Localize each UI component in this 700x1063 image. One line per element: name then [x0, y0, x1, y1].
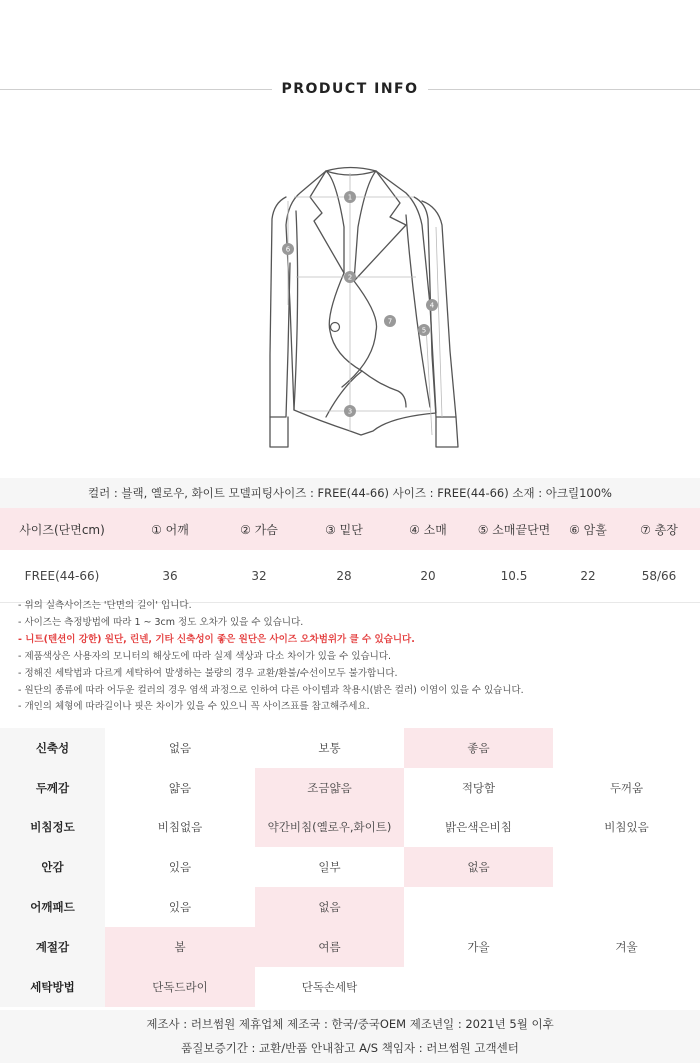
feel-option: 일부 — [318, 860, 341, 875]
feel-option: 두꺼움 — [609, 780, 644, 795]
feel-option: 단독손세탁 — [301, 979, 358, 994]
feel-option-selected: 단독드라이 — [105, 967, 255, 1007]
table-row — [0, 768, 700, 808]
feel-option-selected: 봄 — [105, 927, 255, 967]
feel-option-selected: 없음 — [404, 847, 553, 887]
note-item: - 개인의 체형에 따라길이나 핏은 차이가 있을 수 있으니 꼭 사이즈표를 참고해주세요. — [18, 701, 370, 713]
table-row — [0, 927, 700, 967]
note-item-warning: - 니트(텐션이 강한) 원단, 린넨, 기타 신축성이 좋은 원단은 사이즈 오차범위가 클 수 있습니다. — [18, 633, 415, 645]
feel-option: 밝은색은비침 — [445, 820, 512, 835]
feel-option: 겨울 — [615, 939, 638, 954]
note-item: - 원단의 종류에 따라 어두운 컬러의 경우 염색 과정으로 인하여 다른 아이템과 착용시(밝은 컬러) 이염이 있을 수 있습니다. — [18, 684, 524, 696]
feel-row-label: 세탁방법 — [0, 967, 105, 1007]
jacket-button-icon — [331, 323, 340, 332]
svg-text:1: 1 — [347, 193, 353, 202]
feel-row-label: 계절감 — [0, 927, 105, 967]
spec-summary: 컬러 : 블랙, 옐로우, 화이트 모델피팅사이즈 : FREE(44-66) 사이즈 : FREE(44-66) 소재 : 아크릴100% — [0, 478, 700, 508]
feel-option: 적당함 — [461, 780, 496, 795]
feel-option: 가을 — [467, 939, 490, 954]
table-row — [0, 887, 700, 927]
feel-option: 비침있음 — [604, 820, 649, 835]
marker-7 — [384, 315, 396, 327]
feel-option — [553, 887, 700, 927]
feel-option-selected: 좋음 — [404, 728, 553, 768]
feel-row-label: 비침정도 — [0, 808, 105, 848]
size-table-header — [0, 508, 700, 550]
size-header-chest: ② 가슴 — [216, 508, 302, 550]
feel-option: 없음 — [168, 740, 192, 755]
note-item: - 위의 실측사이즈는 '단면의 길이' 입니다. — [18, 600, 192, 611]
size-header-sleeve: ④ 소매 — [386, 508, 470, 550]
feel-option: 있음 — [168, 860, 192, 875]
size-header-armhole: ⑥ 암홀 — [558, 508, 618, 550]
feel-option-selected: 약간비침(옐로우,화이트) — [255, 808, 404, 848]
table-row — [0, 728, 700, 768]
marker-1 — [344, 191, 356, 203]
section-title: PRODUCT INFO — [281, 81, 419, 97]
marker-3 — [344, 405, 356, 417]
section-header — [0, 76, 700, 102]
svg-text:5: 5 — [421, 326, 427, 335]
feel-row-label: 안감 — [0, 847, 105, 887]
table-row — [0, 847, 700, 887]
size-header-sleeve-end: ⑤ 소매끝단면 — [470, 508, 558, 550]
size-header-length: ⑦ 총장 — [618, 508, 700, 550]
note-item: - 제품색상은 사용자의 모니터의 해상도에 따라 실제 색상과 다소 차이가 있을 수 있습니다. — [18, 650, 392, 662]
marker-5 — [418, 324, 430, 336]
svg-text:4: 4 — [429, 301, 435, 310]
table-row — [0, 967, 700, 1007]
header-divider-right — [428, 89, 700, 90]
size-cell: 10.5 — [470, 550, 558, 603]
feel-option: 얇음 — [168, 780, 192, 795]
warranty-line: 품질보증기간 : 교환/반품 안내참고 A/S 책임자 : 러브썸원 고객센터 — [181, 1041, 519, 1055]
size-notes — [18, 598, 688, 716]
jacket-measurement-diagram — [230, 155, 470, 455]
table-row — [0, 550, 700, 603]
svg-text:7: 7 — [387, 317, 393, 326]
fabric-feel-table — [0, 728, 700, 1007]
manufacturer-info — [0, 1010, 700, 1063]
size-cell: 32 — [216, 550, 302, 603]
feel-option-selected: 없음 — [255, 887, 404, 927]
feel-option-selected: 조금얇음 — [255, 768, 404, 808]
size-cell: 36 — [124, 550, 216, 603]
feel-option — [404, 887, 553, 927]
size-header-hem: ③ 밑단 — [302, 508, 386, 550]
svg-text:6: 6 — [285, 245, 291, 254]
feel-option-selected: 여름 — [255, 927, 404, 967]
size-cell: FREE(44-66) — [0, 550, 124, 603]
manufacturer-line: 제조사 : 러브썸원 제휴업체 제조국 : 한국/중국OEM 제조년일 : 2021년 5월 이후 — [146, 1017, 554, 1031]
feel-option: 보통 — [318, 740, 341, 755]
marker-2 — [344, 271, 356, 283]
feel-option: 비침없음 — [157, 820, 203, 835]
note-item: - 사이즈는 측정방법에 따라 1 ~ 3cm 정도 오차가 있을 수 있습니다. — [18, 616, 304, 628]
size-cell: 28 — [302, 550, 386, 603]
marker-4 — [426, 299, 438, 311]
feel-row-label: 어깨패드 — [0, 887, 105, 927]
svg-text:3: 3 — [347, 407, 353, 416]
note-item: - 정해진 세탁법과 다르게 세탁하여 발생하는 불량의 경우 교환/환불/수선이모두 불가합니다. — [18, 667, 398, 679]
size-cell: 22 — [558, 550, 618, 603]
feel-row-label: 두께감 — [0, 768, 105, 808]
marker-6 — [282, 243, 294, 255]
size-header-size: 사이즈(단면cm) — [0, 508, 124, 550]
table-row — [0, 808, 700, 848]
svg-text:2: 2 — [347, 273, 353, 282]
size-cell: 20 — [386, 550, 470, 603]
feel-option: 있음 — [168, 900, 192, 915]
feel-row-label: 신축성 — [0, 728, 105, 768]
feel-option — [553, 728, 700, 768]
size-table — [0, 508, 700, 603]
jacket-illustration — [230, 155, 470, 455]
feel-option — [553, 847, 700, 887]
header-divider-left — [0, 89, 272, 90]
feel-option — [553, 967, 700, 1007]
size-cell: 58/66 — [618, 550, 700, 603]
feel-option — [404, 967, 553, 1007]
size-header-shoulder: ① 어깨 — [124, 508, 216, 550]
